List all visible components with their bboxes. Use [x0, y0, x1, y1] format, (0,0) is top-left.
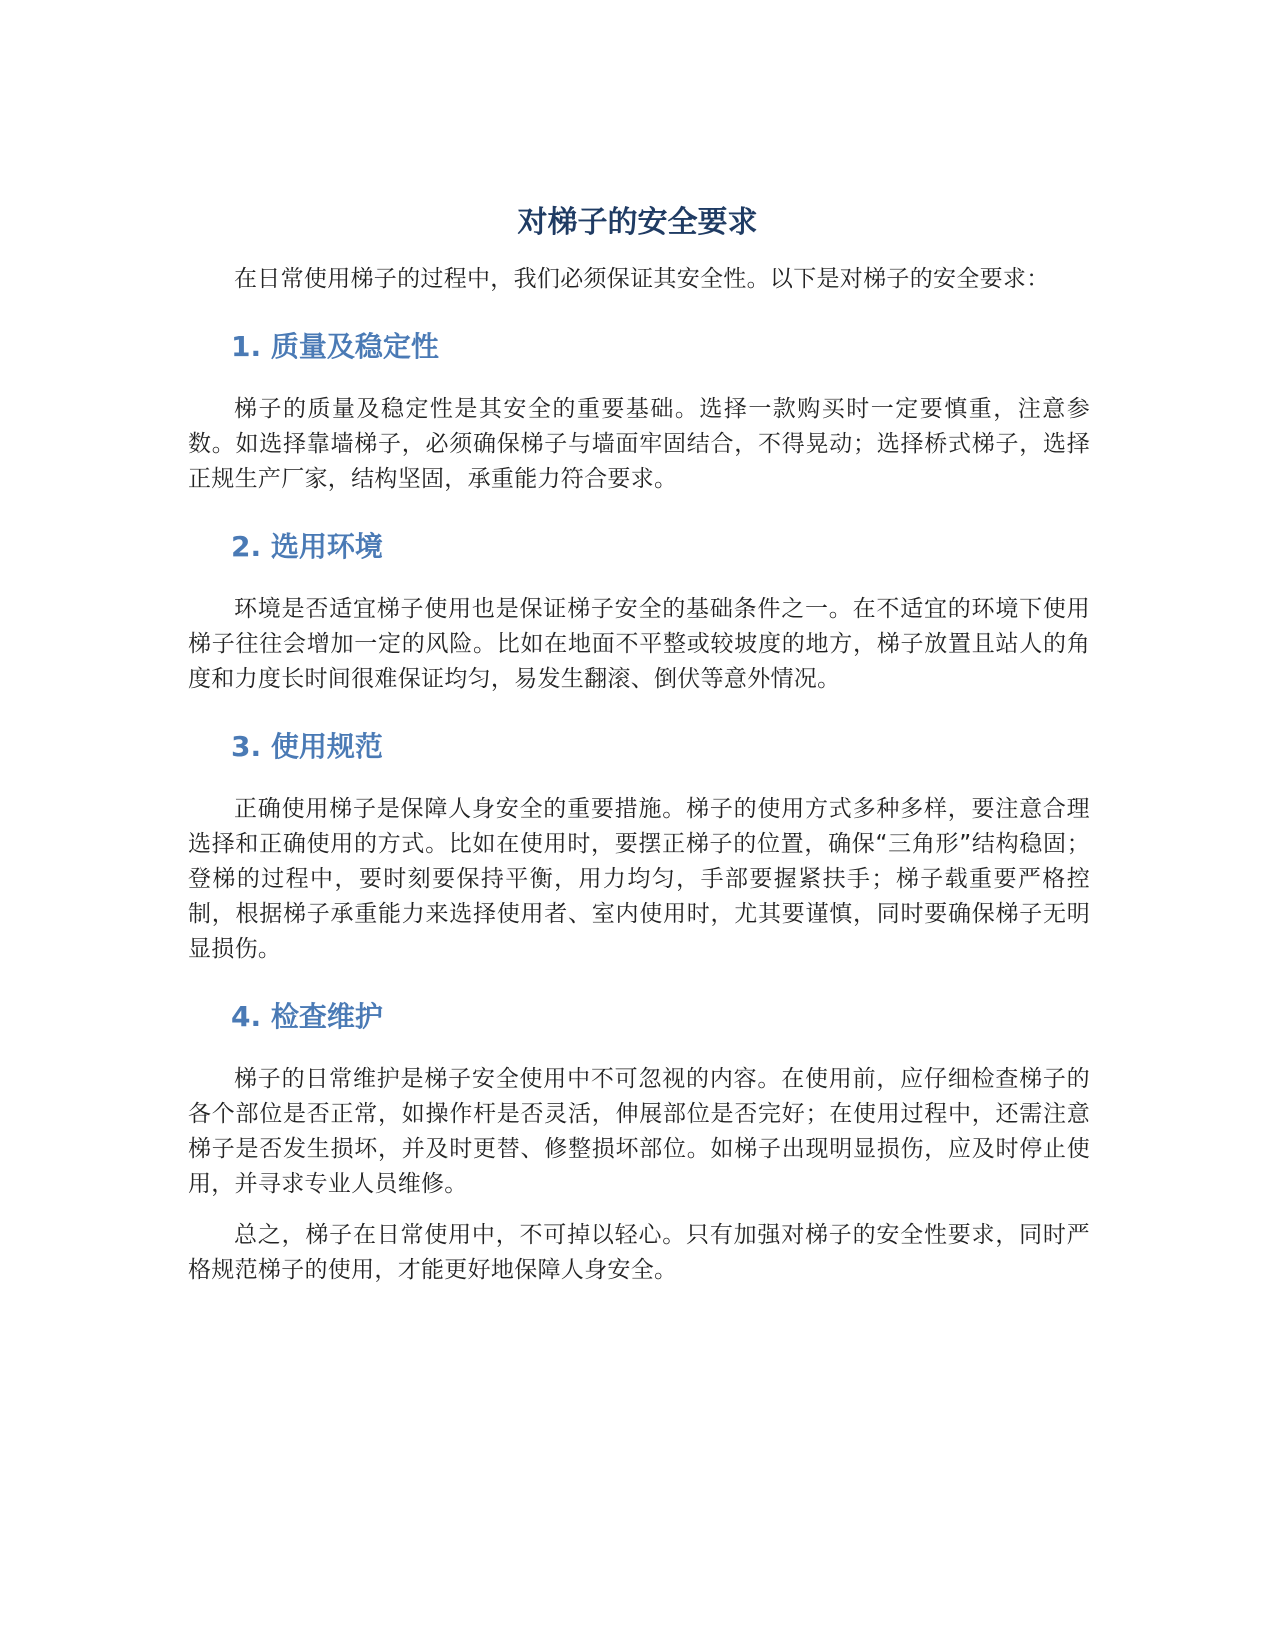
section-body-environment: 环境是否适宜梯子使用也是保证梯子安全的基础条件之一。在不适宜的环境下使用梯子往往会增加一定的风险。比如在地面不平整或较坡度的地方，梯子放置且站人的角度和力度长时间很难保证均匀，易发生翻滚、倒伏等意外情况。: [188, 596, 1090, 692]
intro-paragraph: 在日常使用梯子的过程中，我们必须保证其安全性。以下是对梯子的安全要求：: [234, 266, 1050, 292]
section-body-usage: 正确使用梯子是保障人身安全的重要措施。梯子的使用方式多种多样，要注意合理选择和正确使用的方式。比如在使用时，要摆正梯子的位置，确保“三角形”结构稳固；登梯的过程中，要时刻要保持平衡，用力均匀，手部要握紧扶手；梯子载重要严格控制，根据梯子承重能力来选择使用者、室内使用时，尤其要谨慎，同时要确保梯子无明显损伤。: [188, 796, 1090, 962]
document-title: 对梯子的安全要求: [517, 205, 758, 240]
section-heading-maintenance: 4. 检查维护: [231, 1000, 383, 1033]
conclusion-paragraph: 总之，梯子在日常使用中，不可掉以轻心。只有加强对梯子的安全性要求，同时严格规范梯子的使用，才能更好地保障人身安全。: [188, 1222, 1090, 1283]
section-body-maintenance: 梯子的日常维护是梯子安全使用中不可忽视的内容。在使用前，应仔细检查梯子的各个部位是否正常，如操作杆是否灵活，伸展部位是否完好；在使用过程中，还需注意梯子是否发生损坏，并及时更替、修整损坏部位。如梯子出现明显损伤，应及时停止使用，并寻求专业人员维修。: [188, 1066, 1090, 1197]
document-body: [188, 262, 1090, 1288]
section-heading-quality: 1. 质量及稳定性: [231, 330, 439, 363]
section-body-quality: 梯子的质量及稳定性是其安全的重要基础。选择一款购买时一定要慎重，注意参数。如选择靠墙梯子，必须确保梯子与墙面牢固结合，不得晃动；选择桥式梯子，选择正规生产厂家，结构坚固，承重能力符合要求。: [188, 396, 1090, 492]
section-heading-usage: 3. 使用规范: [231, 730, 383, 763]
section-heading-environment: 2. 选用环境: [231, 530, 383, 563]
